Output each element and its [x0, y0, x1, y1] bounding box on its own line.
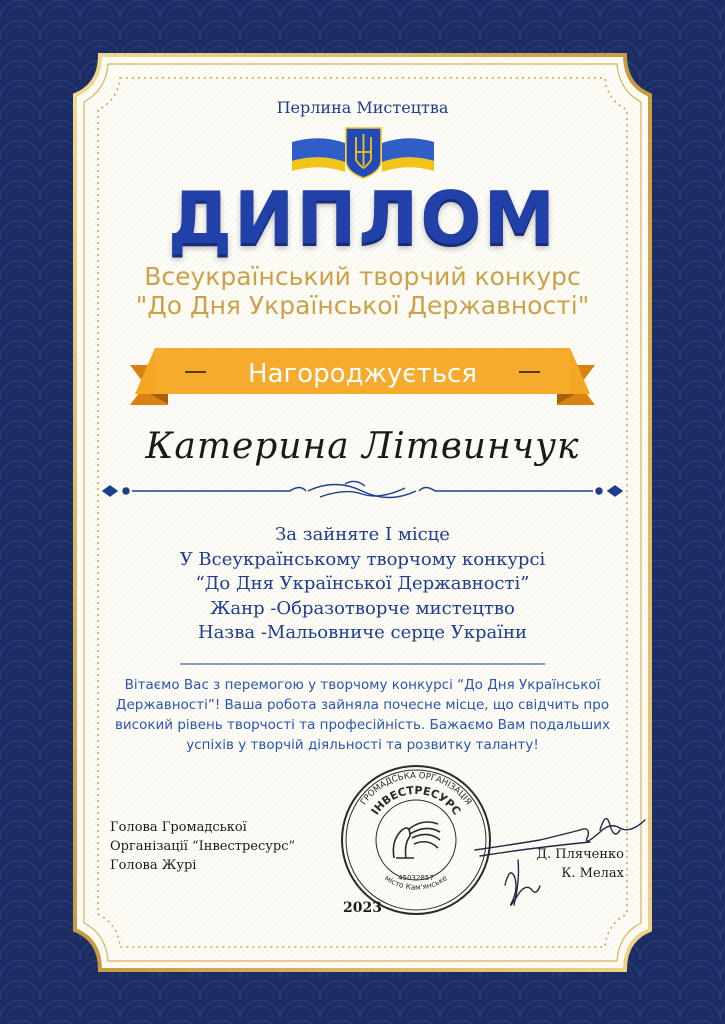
signatory-title-2: Організації “Інвестресурс”	[110, 839, 296, 854]
contest-title-line-1: Всеукраїнський творчий конкурс	[144, 262, 581, 291]
awarded-label: Нагороджується	[248, 359, 477, 389]
svg-text:ІНВЕСТРЕСУРС: ІНВЕСТРЕСУРС	[368, 783, 464, 818]
award-place: За зайняте І місце	[275, 524, 450, 545]
signatory-names	[528, 845, 624, 883]
organization-name: Перлина Мистецтва	[276, 98, 449, 117]
svg-text:місто Кам'янське: місто Кам'янське	[383, 873, 449, 892]
signatory-titles	[110, 818, 295, 875]
award-work-title: Назва -Мальовниче серце України	[197, 622, 528, 643]
signatory-title-1: Голова Громадської	[110, 820, 247, 835]
diploma-year: 2023	[343, 900, 382, 916]
signatory-title-3: Голова Журі	[110, 858, 197, 873]
award-contest: У Всеукраїнському творчому конкурсі	[179, 548, 546, 570]
signatory-name-1: Д. Пляченко	[536, 847, 624, 862]
svg-text:45032857: 45032857	[398, 874, 434, 882]
diploma-title: ДИПЛОМ	[167, 176, 558, 260]
recipient-name: Катерина Літвинчук	[145, 426, 580, 467]
award-contest-name: “До Дня Української Державності”	[195, 573, 530, 594]
award-genre: Жанр -Образотворче мистецтво	[210, 597, 515, 619]
congratulation-message: Вітаємо Вас з перемогою у творчому конкурсі “До Дня Української Державності”! Ваша робота зайняла почесне місце, що свідчить про високий рівень творчості та професійність. Бажаємо Вам подальших успіхів у творчій діяльності та розвитку таланту!	[114, 677, 611, 753]
award-details	[0, 523, 725, 646]
svg-text:ГРОМАДСЬКА ОРГАНІЗАЦІЯ: ГРОМАДСЬКА ОРГАНІЗАЦІЯ	[358, 770, 474, 808]
signatory-name-2: К. Мелах	[561, 866, 624, 881]
contest-title-line-2: "До Дня Української Державності"	[135, 291, 590, 320]
